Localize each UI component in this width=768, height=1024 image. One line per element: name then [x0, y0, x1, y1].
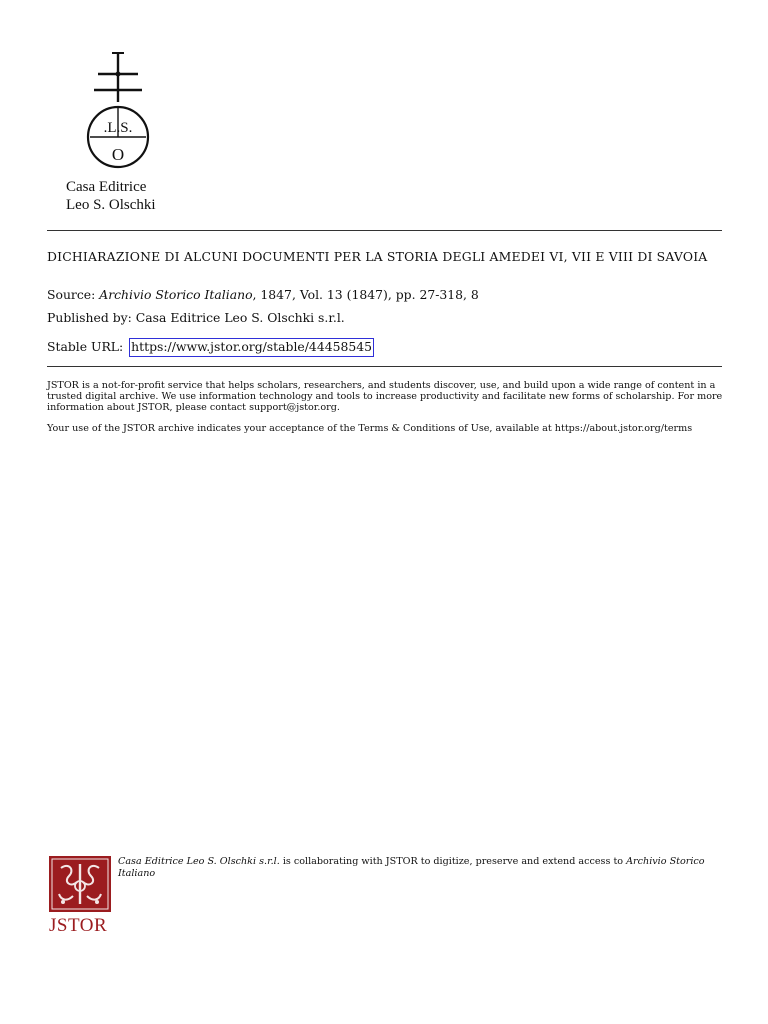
article-title: DICHIARAZIONE DI ALCUNI DOCUMENTI PER LA STORIA DEGLI AMEDEI VI, VII E VIII DI SAVOIA: [47, 249, 708, 264]
stable-url-line: [47, 338, 727, 357]
bottom-divider: [47, 366, 722, 367]
stable-url-link[interactable]: https://www.jstor.org/stable/44458545: [129, 338, 374, 357]
source-journal: Archivio Storico Italiano: [99, 287, 253, 302]
jstor-notice: JSTOR is a not-for-profit service that helps scholars, researchers, and students discover, use, and build upon a wide range of content in a trusted digital archive. We use information technology and tools to increase productivity and facilitate new forms of scholarship. For more information about JSTOR, please contact support@jstor.org.: [47, 380, 723, 413]
terms-notice: Your use of the JSTOR archive indicates your acceptance of the Terms & Conditions of Use, available at https://about.jstor.org/terms: [47, 423, 693, 434]
collab-middle: is collaborating with JSTOR to digitize, preserve and extend access to: [279, 856, 627, 867]
source-line: [47, 288, 727, 302]
publisher-name-line1: Casa Editrice: [66, 179, 147, 195]
stable-url-label: Stable URL:: [47, 339, 128, 354]
seal-letter-o: O: [111, 145, 125, 164]
jstor-ornament-icon: [49, 856, 111, 912]
publisher-name-line2: Leo S. Olschki: [66, 197, 156, 213]
collaboration-notice: [118, 856, 718, 879]
publisher-value: Casa Editrice Leo S. Olschki s.r.l.: [135, 310, 345, 325]
seal-letters: .L.S.: [103, 120, 133, 136]
cross-seal-icon: [60, 50, 180, 178]
source-label: Source:: [47, 287, 100, 302]
publisher-line: [47, 311, 727, 325]
publisher-logo: [60, 50, 180, 215]
jstor-logo: [49, 856, 115, 936]
jstor-wordmark: JSTOR: [49, 915, 108, 936]
source-details: , 1847, Vol. 13 (1847), pp. 27-318, 8: [252, 287, 479, 302]
publisher-label: Published by:: [47, 310, 136, 325]
top-divider: [47, 230, 722, 231]
collab-journal: Archivio Storico Italiano: [118, 856, 705, 879]
collab-publisher: Casa Editrice Leo S. Olschki s.r.l.: [118, 856, 280, 867]
